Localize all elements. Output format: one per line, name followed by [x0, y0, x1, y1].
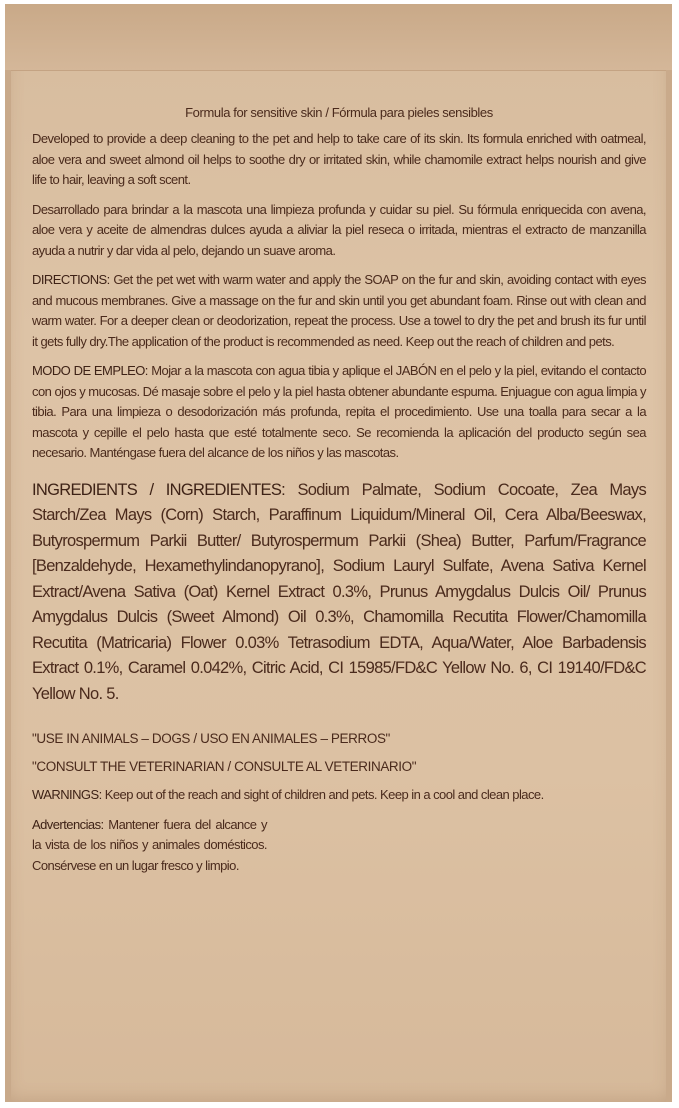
directions-section	[32, 270, 646, 352]
box-top-flap	[5, 4, 672, 71]
ingredients-text: Sodium Palmate, Sodium Cocoate, Zea Mays Starch/Zea Mays (Corn) Starch, Paraffinum Liquidum/Mineral Oil, Cera Alba/Beeswax, Butyrospermum Parkii Butter/ Butyrospermum Parkii (Shea) Butter, Parfum/Fragrance [Benzaldehyde, Hexamethylindanopyrano], Sodium Lauryl Sulfate, Avena Sativa Kernel Extract/Avena Sativa (Oat) Kernel Extract 0.3%, Prunus Amygdalus Dulcis Oil/ Prunus Amygdalus Dulcis (Sweet Almond) Oil 0.3%, Chamomilla Recutita Flower/Chamomilla Recutita (Matricaria) Flower 0.03% Tetrasodium EDTA, Aqua/Water, Aloe Barbadensis Extract 0.1%, Caramel 0.042%, Citric Acid, CI 15985/FD&C Yellow No. 6, CI 19140/FD&C Yellow No. 5.	[32, 480, 646, 703]
ingredients-label: INGREDIENTS / INGREDIENTES:	[32, 480, 286, 499]
advertencias-text: Mantener fuera del alcance y la vista de los niños y animales domésticos. Consérvese en un lugar fresco y limpio.	[32, 816, 267, 873]
box-left-edge	[5, 70, 11, 1102]
warnings-label: WARNINGS:	[32, 787, 102, 802]
description-english: Developed to provide a deep cleaning to the pet and help to take care of its skin. Its formula enriched with oatmeal, aloe vera and sweet almond oil helps to soothe dry or irritated skin, while chamomile extract helps nourish and give life to hair, leaving a soft scent.	[32, 131, 646, 187]
advertencias-label: Advertencias:	[32, 816, 104, 832]
formula-title: Formula for sensitive skin / Fórmula para pieles sensibles	[185, 105, 493, 120]
description-spanish: Desarrollado para brindar a la mascota una limpieza profunda y cuidar su piel. Su fórmula enriquecida con avena, aloe vera y aceite de almendras dulces ayuda a aliviar la piel reseca o irritada, mientras el extracto de manzanilla ayuda a nutrir y dar vida al pelo, dejando un suave aroma.	[32, 201, 646, 258]
label-text	[32, 105, 646, 885]
box-right-edge	[666, 70, 672, 1102]
advertencias-section	[32, 815, 267, 877]
warnings-section	[32, 785, 646, 806]
modo-empleo-section	[32, 361, 646, 464]
directions-text: Get the pet wet with warm water and apply the SOAP on the fur and skin, avoiding contact with eyes and mucous membranes. Give a massage on the fur and skin until you get abundant foam. Rinse out with clean and warm water. For a deeper clean or deodorization, repeat the process. Use a towel to dry the pet and brush its fur until it gets fully dry.The application of the product is recommended as need. Keep out the reach of children and pets.	[32, 272, 647, 349]
use-notice: "USE IN ANIMALS – DOGS / USO EN ANIMALES – PERROS"	[32, 731, 390, 746]
consult-notice: "CONSULT THE VETERINARIAN / CONSULTE AL VETERINARIO"	[32, 759, 417, 774]
modo-empleo-label: MODO DE EMPLEO:	[32, 363, 148, 378]
warnings-text: Keep out of the reach and sight of children and pets. Keep in a cool and clean place.	[104, 787, 544, 802]
ingredients-section	[32, 478, 646, 708]
directions-label: DIRECTIONS:	[32, 272, 110, 287]
modo-empleo-text: Mojar a la mascota con agua tibia y aplique el JABÓN en el pelo y la piel, evitando el contacto con ojos y mucosas. Dé masaje sobre el pelo y la piel hasta obtener abundante espuma. Enjuague con agua limpia y tibia. Para una limpieza o desodorización más profunda, repita el procedimiento. Use una toalla para secar a la mascota y cepille el pelo hasta que esté totalmente seco. Se recomienda la aplicación del producto según sea necesario. Manténgase fuera del alcance de los niños y las mascotas.	[32, 363, 646, 460]
